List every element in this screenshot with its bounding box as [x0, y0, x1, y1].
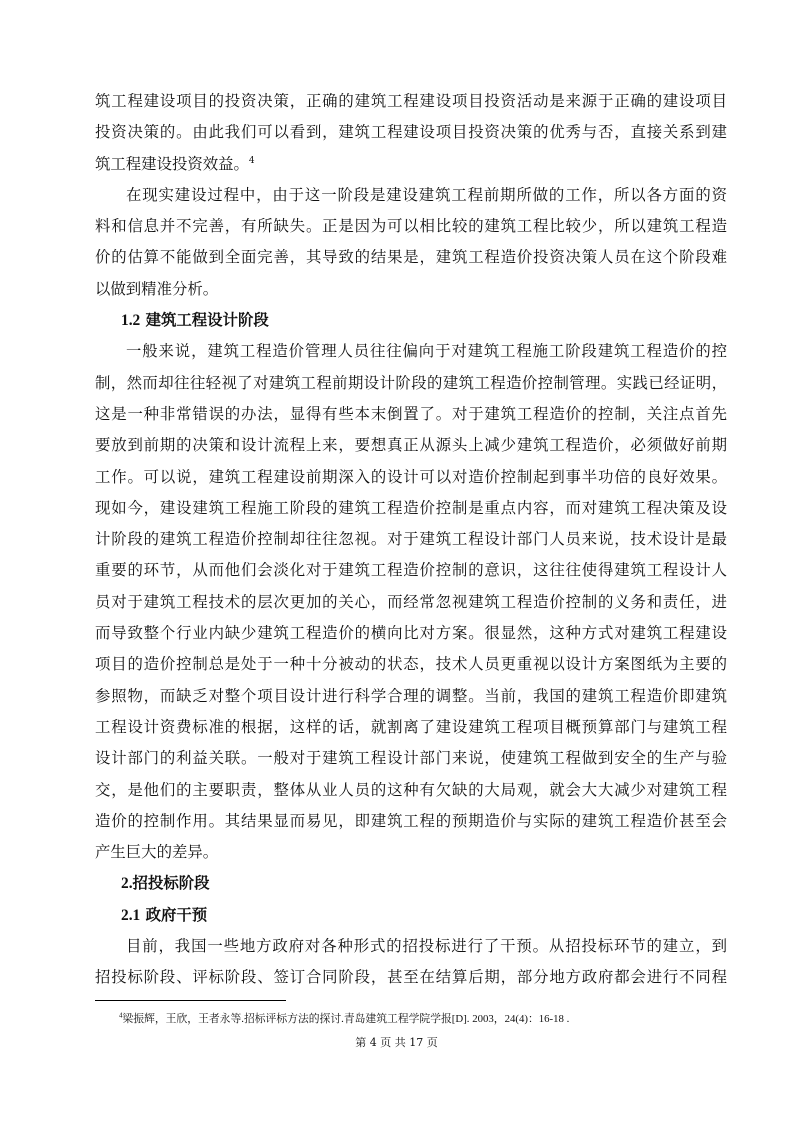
body-line [95, 336, 727, 367]
body-line-text: 重要的环节，从而他们会淡化对于建筑工程造价控制的意识，这往往使得建筑工程设计人 [95, 561, 727, 580]
section-heading-1-2 [95, 305, 727, 336]
section-number: 2. [121, 875, 133, 893]
footnote-reference[interactable]: 4 [248, 155, 255, 166]
body-line-text: 工程设计资费标准的根据，这样的话，就割离了建设建筑工程项目概预算部门与建筑工程 [95, 717, 727, 736]
body-line-text: 在现实建设过程中，由于这一阶段是建设建筑工程前期所做的工作，所以各方面的资 [126, 185, 727, 204]
body-line-text: 产生巨大的差异。 [95, 843, 219, 862]
body-line-text: 投资决策的。由此我们可以看到，建筑工程建设项目投资决策的优秀与否，直接关系到建 [95, 123, 727, 142]
body-line-text: 要放到前期的决策和设计流程上来，要想真正从源头上减少建筑工程造价，必须做好前期 [95, 436, 727, 455]
body-line-text: 计阶段的建筑工程造价控制却往往忽视。对于建筑工程设计部门人员来说，技术设计是最 [95, 530, 727, 549]
body-line-text: 现如今，建设建筑工程施工阶段的建筑工程造价控制是重点内容，而对建筑工程决策及设 [95, 498, 727, 517]
section-number: 1.2 [121, 312, 141, 330]
section-number: 2.1 [121, 906, 141, 924]
body-line-text: 以做到精准分析。 [95, 279, 219, 298]
body-line [95, 681, 727, 712]
body-line [95, 775, 727, 806]
body-line [95, 211, 727, 242]
body-line-text: 一般来说，建筑工程造价管理人员往往偏向于对建筑工程施工阶段建筑工程造价的控 [126, 342, 727, 361]
section-title: 招投标阶段 [132, 874, 210, 893]
footnote-marker: 4 [119, 1011, 123, 1020]
body-line [95, 462, 727, 493]
body-line [95, 493, 727, 524]
body-line-text: 目前，我国一些地方政府对各种形式的招投标进行了干预。从招投标环节的建立，到 [126, 937, 727, 956]
body-line-text: 筑工程建设投资效益。 [95, 154, 249, 173]
footnote-text: 梁振辉，王欣，王者永等.招标评标方法的探讨.青岛建筑工程学院学报[D]. 2003，24(4)：16-18 . [122, 1013, 570, 1025]
body-line [95, 587, 727, 618]
body-line-text: 员对于建筑工程技术的层次更加的关心，而经常忽视建筑工程造价控制的义务和责任，进 [95, 592, 727, 611]
body-line-text: 工作。可以说，建筑工程建设前期深入的设计可以对造价控制起到事半功倍的良好效果。 [95, 467, 727, 486]
body-line-text: 料和信息并不完善，有所缺失。正是因为可以相比较的建筑工程比较少，所以建筑工程造 [95, 217, 727, 236]
body-line-text: 交，是他们的主要职责，整体从业人员的这种有欠缺的大局观，就会大大减少对建筑工程 [95, 780, 727, 799]
body-line [95, 117, 727, 148]
footnote-separator [95, 1000, 286, 1001]
body-line [95, 618, 727, 649]
body-line-text: 参照物，而缺乏对整个项目设计进行科学合理的调整。当前，我国的建筑工程造价即建筑 [95, 686, 727, 705]
body-line [95, 555, 727, 586]
section-title: 建筑工程设计阶段 [140, 311, 269, 330]
body-line-text: 项目的造价控制总是处于一种十分被动的状态，技术人员更重视以设计方案图纸为主要的 [95, 655, 727, 674]
body-line [95, 242, 727, 273]
body-line-text: 设计部门的利益关联。一般对于建筑工程设计部门来说，使建筑工程做到安全的生产与验 [95, 749, 727, 768]
body-line [95, 399, 727, 430]
body-line [95, 274, 727, 305]
body-line [95, 743, 727, 774]
footnote [119, 1012, 569, 1026]
body-line [95, 649, 727, 680]
body-line [95, 806, 727, 837]
section-title: 政府干预 [140, 905, 208, 924]
body-line-text: 招投标阶段、评标阶段、签订合同阶段，甚至在结算后期，部分地方政府都会进行不同程 [95, 968, 727, 987]
body-line [95, 837, 727, 868]
body-line [95, 149, 727, 180]
document-body [95, 86, 727, 994]
body-line [95, 962, 727, 993]
body-line [95, 86, 727, 117]
body-line [95, 368, 727, 399]
body-line-text: 制，然而却往往轻视了对建筑工程前期设计阶段的建筑工程造价控制管理。实践已经证明， [95, 373, 727, 392]
body-line-text: 造价的控制作用。其结果显而易见，即建筑工程的预期造价与实际的建筑工程造价甚至会 [95, 811, 727, 830]
body-line [95, 712, 727, 743]
body-line-text: 筑工程建设项目的投资决策，正确的建筑工程建设项目投资活动是来源于正确的建设项目 [95, 92, 727, 110]
body-line [95, 180, 727, 211]
page-number: 第 4 页 共 17 页 [355, 1036, 438, 1049]
body-line-text: 这是一种非常错误的办法，显得有些本末倒置了。对于建筑工程造价的控制，关注点首先 [95, 404, 727, 423]
body-line [95, 430, 727, 461]
body-line [95, 931, 727, 962]
body-line-text: 价的估算不能做到全面完善，其导致的结果是，建筑工程造价投资决策人员在这个阶段难 [95, 248, 727, 267]
section-heading-2-1 [95, 900, 727, 931]
body-line [95, 524, 727, 555]
body-line-text: 而导致整个行业内缺少建筑工程造价的横向比对方案。很显然，这种方式对建筑工程建设 [95, 624, 727, 643]
section-heading-2 [95, 868, 727, 899]
